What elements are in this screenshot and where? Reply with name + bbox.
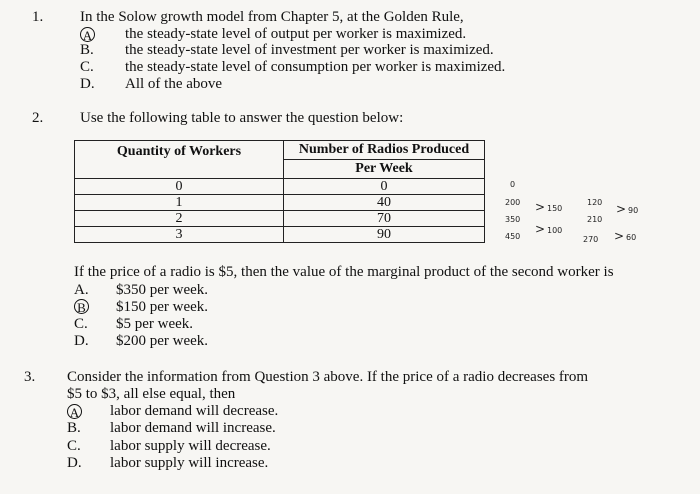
handwritten-arrow: > [535,200,546,214]
q2-option-c-text: $5 per week. [116,316,194,332]
cell-workers: 1 [75,195,284,211]
handwritten-note: 60 [626,233,637,242]
handwritten-arrow: > [614,229,625,243]
handwritten-note: 450 [505,232,521,241]
handwritten-note: 120 [587,198,603,207]
q2-option-d-text: $200 per week. [116,333,209,349]
q3-number: 3. [24,369,36,385]
q2-option-b-text: $150 per week. [116,299,209,315]
q1-option-d-letter: D. [80,76,95,92]
q1-option-c-letter: C. [80,59,94,75]
q2-option-d-letter: D. [74,333,89,349]
header-quantity-of-workers: Quantity of Workers [75,141,284,179]
handwritten-note: 200 [505,198,521,207]
cell-radios: 70 [284,211,485,227]
q3-option-d-text: labor supply will increase. [110,455,269,471]
q3-option-c-text: labor supply will decrease. [110,438,271,454]
q3-option-b-text: labor demand will increase. [110,420,276,436]
q2-number: 2. [32,110,44,126]
answer-circle: B [74,299,89,314]
cell-workers: 2 [75,211,284,227]
handwritten-note: 350 [505,215,521,224]
cell-radios: 90 [284,227,485,243]
q1-text: In the Solow growth model from Chapter 5, at the Golden Rule, [80,9,464,25]
table-header-row [75,141,485,160]
header-number-of-radios: Number of Radios Produced [284,141,485,160]
table-row [75,211,485,227]
q3-text-line1: Consider the information from Question 3 above. If the price of a radio decreases from [67,369,589,385]
q3-option-c-letter: C. [67,438,81,454]
handwritten-note: 90 [628,206,639,215]
q1-option-b-text: the steady-state level of investment per worker is maximized. [125,42,494,58]
q3-text-line2: $5 to $3, all else equal, then [67,386,236,402]
radios-table [74,140,485,243]
handwritten-note: 0 [510,180,516,189]
handwritten-note: 270 [583,235,599,244]
cell-radios: 40 [284,195,485,211]
answer-circle: A [67,404,82,419]
q3-option-b-letter: B. [67,420,81,436]
q1-option-a-text: the steady-state level of output per worker is maximized. [125,26,467,42]
handwritten-arrow: > [535,222,546,236]
cell-workers: 3 [75,227,284,243]
cell-radios: 0 [284,179,485,195]
q3-option-a-text: labor demand will decrease. [110,403,279,419]
handwritten-note: 210 [587,215,603,224]
q1-number: 1. [32,9,44,25]
answer-circle: A [80,27,95,42]
handwritten-note: 100 [547,226,563,235]
q2-question: If the price of a radio is $5, then the value of the marginal product of the second worker is [74,264,614,280]
cell-workers: 0 [75,179,284,195]
q2-option-a-letter: A. [74,282,89,298]
q2-text: Use the following table to answer the question below: [80,110,404,126]
handwritten-arrow: > [616,202,627,216]
q2-option-c-letter: C. [74,316,88,332]
table-row [75,195,485,211]
q3-option-d-letter: D. [67,455,82,471]
q2-option-b-letter [74,299,89,317]
q1-option-c-text: the steady-state level of consumption per worker is maximized. [125,59,506,75]
q1-option-d-text: All of the above [125,76,223,92]
header-per-week: Per Week [284,160,485,179]
q2-option-a-text: $350 per week. [116,282,209,298]
q1-option-b-letter: B. [80,42,94,58]
table-row [75,179,485,195]
table-row [75,227,485,243]
handwritten-note: 150 [547,204,563,213]
